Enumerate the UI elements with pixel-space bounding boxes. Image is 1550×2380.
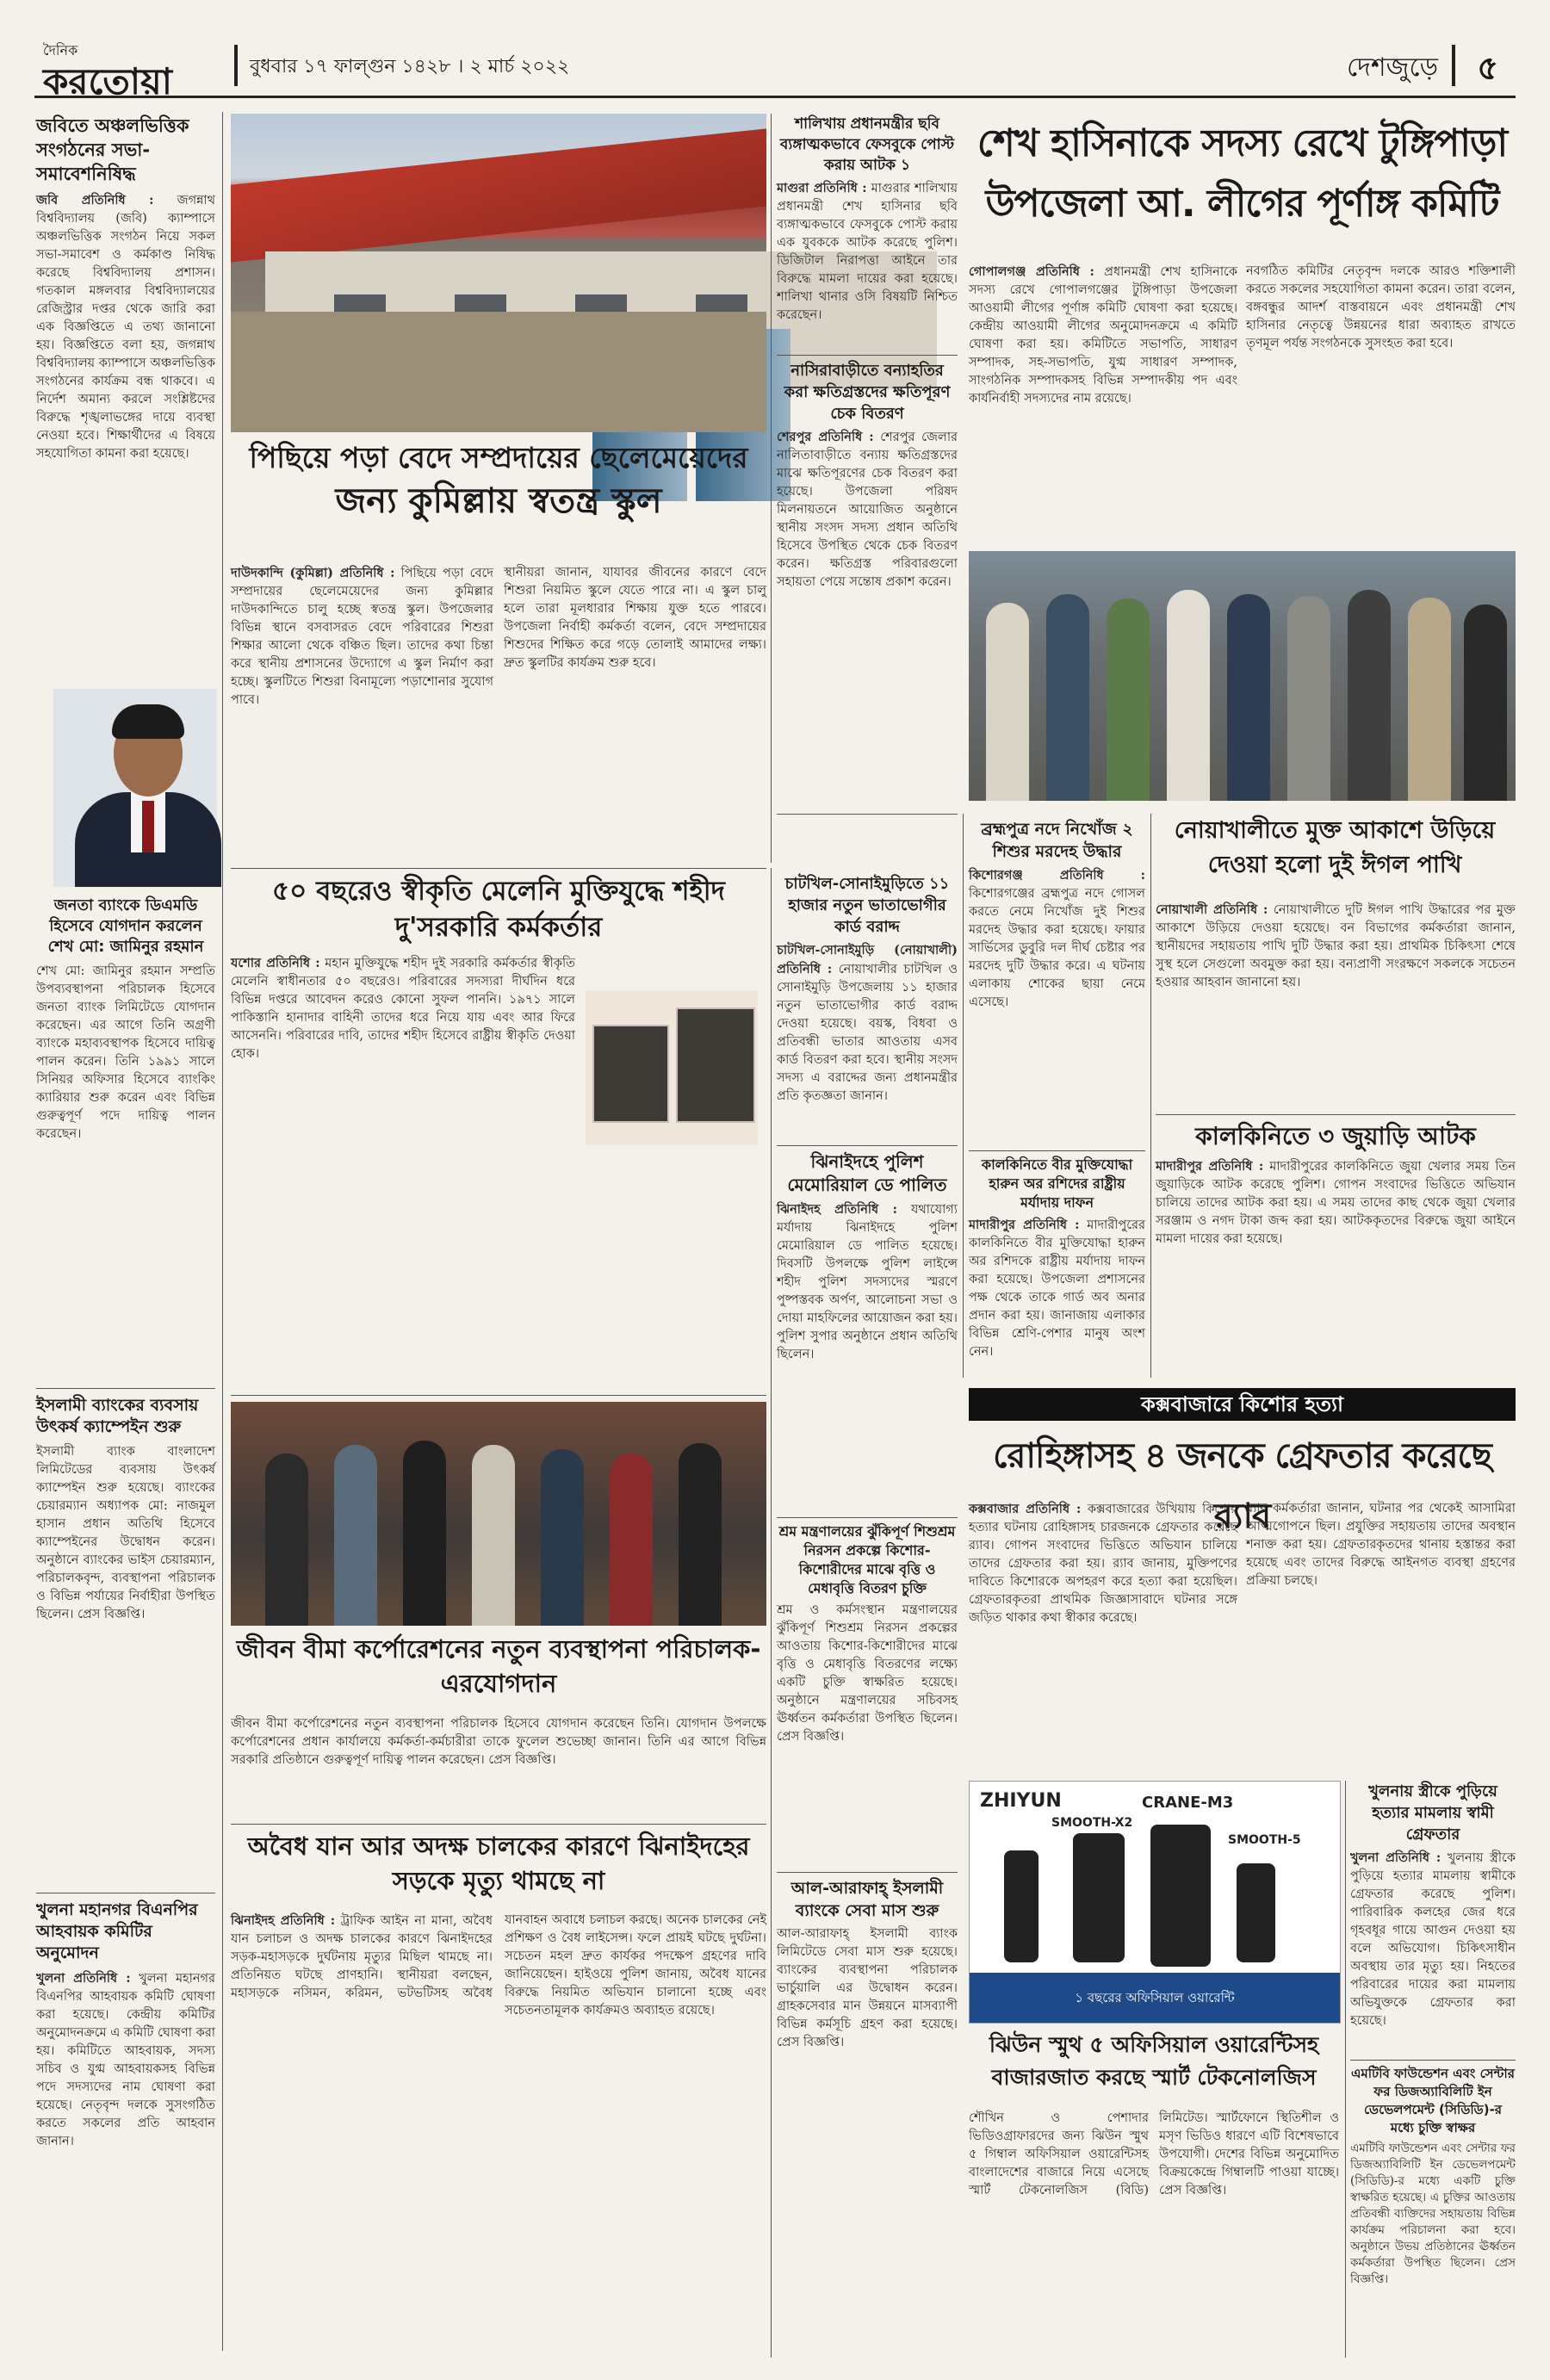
article-text: ইসলামী ব্যাংক বাংলাদেশ লিমিটেডের ব্যবসায় উৎকর্ষ ক্যাম্পেইন শুরু হয়েছে। ব্যাংকের চেয়ারম্যান অধ্যাপক মো: নাজমুল হাসান প্রধান অতিথি হিসেবে ক্যাম্পেইনের উদ্বোধন করেন। অনুষ্ঠানে ব্যাংকের ভাইস চেয়ারম্যান, পরিচালকবৃন্দ, ব্যবস্থাপনা পরিচালক ও বিভিন্ন পর্যায়ের নির্বাহীরা উপস্থিত ছিলেন। প্রেস বিজ্ঞপ্তি। [36, 1445, 215, 1621]
article-jibon [231, 1715, 766, 1819]
headline: জনতা ব্যাংকে ডিএমডি হিসেবে যোগদান করলেন শেখ মো: জামিনুর রহমান [47, 896, 204, 956]
school-construction-photo [231, 114, 766, 432]
article-text: জগন্নাথ বিশ্ববিদ্যালয় (জবি) ক্যাম্পাসে অঞ্চলভিত্তিক সংগঠন নিয়ে সকল সভা-সমাবেশ ও কর্মকাণ্ড নিষিদ্ধ করেছে বিশ্ববিদ্যালয় প্রশাসন। গতকাল মঙ্গলবার বিশ্ববিদ্যালয়ের রেজিস্ট্রার দপ্তর থেকে জারি করা এক বিজ্ঞপ্তিতে এ তথ্য জানানো হয়। বিজ্ঞপ্তিতে বলা হয়, জগন্নাথ বিশ্ববিদ্যালয় ক্যাম্পাসে অঞ্চলভিত্তিক সংগঠনের কার্যক্রম বন্ধ থাকবে। এ নির্দেশ অমান্য করলে সংশ্লিষ্টদের বিরুদ্ধে শৃঙ্খলাভঙ্গের দায়ে ব্যবস্থা নেওয়া হবে। শিক্ষার্থীদের এ বিষয়ে সহযোগিতা কামনা করা হয়েছে। [36, 194, 215, 461]
article-text: কিশোরগঞ্জের ব্রহ্মপুত্র নদে গোসল করতে নেমে নিখোঁজ দুই শিশুর মরদেহ উদ্ধার করা হয়েছে। ফায়ার সার্ভিসের ডুবুরি দল দীর্ঘ চেষ্টার পর মরদেহ দুটি উদ্ধার করে। এ ঘটনায় এলাকায় শোকের ছায়া নেমে এসেছে। [969, 887, 1145, 1009]
article-body [36, 1969, 215, 2151]
article-body [969, 1500, 1237, 1627]
byline: শেরপুর প্রতিনিধি : [777, 430, 874, 444]
article-islami-bank [36, 1395, 215, 1886]
byline: দাউদকান্দি (কুমিল্লা) প্রতিনিধি : [231, 566, 395, 580]
article-text: মহান মুক্তিযুদ্ধে শহীদ দুই সরকারি কর্মকর্তার স্বীকৃতি মেলেনি স্বাধীনতার ৫০ বছরেও। পরিবারের সদস্যরা দীর্ঘদিন ধরে বিভিন্ন দপ্তরে আবেদন করেও কোনো সুফল পাননি। ১৯৭১ সালে পাকিস্তানি হানাদার বাহিনী তাদের ধরে নিয়ে যায় এবং আর ফিরে আসেননি। পরিবারের দাবি, তাদের শহীদ হিসেবে রাষ্ট্রীয় স্বীকৃতি দেওয়া হোক। [231, 957, 575, 1061]
headline: শেখ হাসিনাকে সদস্য রেখে টুঙ্গিপাড়া [976, 121, 1508, 165]
byline: জবি প্রতিনিধি : [36, 193, 154, 208]
headline: ৫০ বছরেও স্বীকৃতি মেলেনি মুক্তিযুদ্ধে শহীদ দু'সরকারি কর্মকর্তার [272, 876, 725, 943]
article-tungipara-col1 [969, 263, 1237, 547]
article-text: মাগুরার শালিখায় প্রধানমন্ত্রী শেখ হাসিনার ছবি ব্যঙ্গাত্মকভাবে ফেসবুকে পোস্ট করায় এক যুবককে আটক করেছে পুলিশ। ডিজিটাল নিরাপত্তা আইনে তার বিরুদ্ধে মামলা দায়ের করা হয়েছে। শালিখা থানার ওসি বিষয়টি নিশ্চিত করেছেন। [777, 182, 958, 322]
column-rule [771, 114, 772, 863]
ad-product-2: CRANE-M3 [1142, 1794, 1234, 1812]
article-text: শেখ মো: জামিনুর রহমান সম্প্রতি উপব্যবস্থাপনা পরিচালক হিসেবে জনতা ব্যাংক লিমিটেডে যোগদান করেছেন। এর আগে তিনি অগ্রণী ব্যাংকে মহাব্যবস্থাপক হিসেবে দায়িত্ব পালন করেন। তিনি ১৯৯১ সালে সিনিয়র অফিসার হিসেবে ব্যাংকিং ক্যারিয়ার শুরু করেন এবং বিভিন্ন গুরুত্বপূর্ণ পদে দায়িত্ব পালন করেছেন। [36, 964, 215, 1141]
headline: কালকিনিতে ৩ জুয়াড়ি আটক [1195, 1122, 1476, 1150]
headline: ব্রহ্মপুত্র নদে নিখোঁজ ২ শিশুর মরদেহ উদ্ধার [981, 820, 1133, 861]
article-text: কক্সবাজারের উখিয়ায় কিশোর হত্যার ঘটনায় রোহিঙ্গাসহ চারজনকে গ্রেফতার করেছে র‍্যাব। গোপন সংবাদের ভিত্তিতে অভিযান চালিয়ে তাদের গ্রেফতার করা হয়। র‍্যাব জানায়, মুক্তিপণের দাবিতে কিশোরকে অপহরণ করে হত্যা করা হয়েছিল। গ্রেফতারকৃতরা প্রাথমিক জিজ্ঞাসাবাদে ঘটনার সঙ্গে জড়িত থাকার কথা স্বীকার করেছে। [969, 1503, 1238, 1625]
article-body [969, 866, 1145, 1012]
headline: জবিতে অঞ্চলভিত্তিক সংগঠনের সভা-সমাবেশনিষিদ্ধ [36, 115, 189, 184]
article-rule [777, 1872, 958, 1873]
column-rule [771, 868, 772, 2358]
article-school-col1 [231, 564, 493, 861]
article-kalkini-hero [969, 1156, 1145, 1378]
headline-jibon-block [231, 1632, 766, 1714]
portrait-photo [53, 689, 217, 887]
article-rab-col2 [1246, 1500, 1516, 1776]
article-body [969, 263, 1237, 408]
article-text: মাদারীপুরের কালকিনিতে বীর মুক্তিযোদ্ধা হারুন অর রশিদকে রাষ্ট্রীয় মর্যাদায় দাফন করা হয়েছে। উপজেলা প্রশাসনের পক্ষ থেকে তাকে গার্ড অব অনার প্রদান করা হয়। জানাজায় এলাকার বিভিন্ন শ্রেণি-পেশার মানুষ অংশ নেন। [969, 1218, 1146, 1359]
article-rule [1156, 1114, 1516, 1115]
issue-date: বুধবার ১৭ ফাল্গুন ১৪২৮ । ২ মার্চ ২০২২ [250, 56, 570, 77]
ad-product-1: SMOOTH-X2 [1051, 1816, 1133, 1830]
byline: গোপালগঞ্জ প্রতিনিধি : [969, 264, 1094, 279]
ad-warranty-strip: ১ বছরের অফিসিয়াল ওয়ারেন্টি [970, 1973, 1340, 2023]
article-eagle [1156, 901, 1516, 1107]
column-rule [1345, 1781, 1346, 2358]
headline: রোহিঙ্গাসহ ৪ জনকে গ্রেফতার করেছে র‍্যাব [993, 1436, 1491, 1536]
article-text: শৌখিন ও পেশাদার ভিডিওগ্রাফারদের জন্য ঝিউন স্মুথ ৫ গিম্বাল অফিসিয়াল ওয়ারেন্টিসহ বাংলাদেশের বাজারে নিয়ে এসেছে স্মার্ট টেকনোলজিস (বিডি) লিমিটেড। স্মার্টফোনে স্থিতিশীল ও মসৃণ ভিডিও ধারণে এটি বিশেষভাবে উপযোগী। দেশের বিভিন্ন অনুমোদিত বিক্রয়কেন্দ্রে গিম্বালটি পাওয়া যাচ্ছে। প্রেস বিজ্ঞপ্তি। [969, 2111, 1339, 2197]
headline: পিছিয়ে পড়া বেদে সম্প্রদায়ের ছেলেমেয়েদের [249, 441, 748, 474]
article-martyr [231, 954, 575, 1385]
headline-martyr-block [231, 873, 766, 951]
headline-zhiyun-block [969, 2029, 1339, 2106]
article-rule [777, 1517, 958, 1518]
headline: কালকিনিতে বীর মুক্তিযোদ্ধা হারুন অর রশিদের রাষ্ট্রীয় মর্যাদায় দাফন [981, 1156, 1133, 1211]
byline: কক্সবাজার প্রতিনিধি : [969, 1502, 1082, 1516]
article-rule [36, 1388, 215, 1389]
byline: ঝিনাইদহ প্রতিনিধি : [231, 1913, 336, 1928]
article-text: স্থানীয়রা জানান, যাযাবর জীবনের কারণে বেদে শিশুরা নিয়মিত স্কুলে যেতে পারে না। এ স্কুল চালু হলে তারা মূলধারার শিক্ষায় যুক্ত হতে পারবে। উপজেলা নির্বাহী কর্মকর্তা বলেন, বেদে সম্প্রদায়ের শিশুদের শিক্ষিত করে গড়ে তোলাই আমাদের লক্ষ্য। দ্রুত স্কুলটির কার্যক্রম শুরু হবে। [504, 566, 766, 670]
article-text: খুলনা মহানগর বিএনপির আহবায়ক কমিটি ঘোষণা করা হয়েছে। কেন্দ্রীয় কমিটির অনুমোদনক্রমে এ কমিটি ঘোষণা করা হয়। কমিটিতে আহবায়ক, সদস্য সচিব ও যুগ্ম আহবায়কসহ বিভিন্ন পদে সদস্যদের নাম ঘোষণা করা হয়েছে। নেতৃবৃন্দ দলকে সুসংগঠিত করতে সকলের প্রতি আহবান জানান। [36, 1972, 215, 2148]
article-road [231, 1912, 766, 2359]
masthead-divider [1452, 45, 1455, 86]
article-khulna-wife [1350, 1781, 1516, 2056]
article-mtb [1350, 2065, 1516, 2358]
byline: যশোর প্রতিনিধি : [231, 956, 320, 970]
article-khulna-bnp [36, 1900, 215, 2356]
article-text: শ্রম ও কর্মসংস্থান মন্ত্রণালয়ের ঝুঁকিপূর্ণ শিশুশ্রম নিরসন প্রকল্পের আওতায় কিশোর-কিশোরীদের মাঝে বৃত্তি ও মেধাবৃত্তি বিতরণের লক্ষ্যে একটি চুক্তি স্বাক্ষরিত হয়েছে। অনুষ্ঠানে মন্ত্রণালয়ের সচিবসহ ঊর্ধ্বতন কর্মকর্তারা উপস্থিত ছিলেন। প্রেস বিজ্ঞপ্তি। [777, 1603, 958, 1744]
headline: ঝিনাইদহে পুলিশ মেমোরিয়াল ডে পালিত [787, 1151, 947, 1195]
article-text: শেরপুর জেলার নালিতাবাড়ীতে বন্যায় ক্ষতিগ্রস্তদের মাঝে ক্ষতিপূরণের চেক বিতরণ করা হয়েছে। উপজেলা পরিষদ মিলনায়তনে আয়োজিত অনুষ্ঠানে স্থানীয় সংসদ সদস্য প্রধান অতিথি হিসেবে উপস্থিত থেকে চেক বিতরণ করেন। ক্ষতিগ্রস্ত পরিবারগুলো সহায়তা পেয়ে সন্তোষ প্রকাশ করেন। [777, 431, 958, 589]
byline: খুলনা প্রতিনিধি : [36, 1971, 131, 1986]
page-number: ৫ [1477, 49, 1498, 87]
article-body [777, 428, 958, 592]
article-brahmaputra [969, 818, 1145, 1145]
article-labour [777, 1522, 958, 1867]
article-rule [231, 868, 766, 869]
article-body [777, 179, 958, 325]
masthead [34, 36, 1516, 102]
logo-title: করতোয়া [43, 60, 172, 102]
headline-eagle-block [1154, 814, 1516, 896]
byline: মাদারীপুর প্রতিনিধি : [969, 1218, 1080, 1232]
headline: জীবন বীমা কর্পোরেশনের নতুন ব্যবস্থাপনা পরিচালক-এরযোগদান [236, 1634, 761, 1698]
byline: মাগুরা প্রতিনিধি : [777, 181, 867, 195]
article-text: খুলনায় স্ত্রীকে পুড়িয়ে হত্যার মামলায় স্বামীকে গ্রেফতার করেছে পুলিশ। পারিবারিক কলহের জের ধরে গৃহবধূর গায়ে আগুন দেওয়া হয় বলে অভিযোগ। চিকিৎসাধীন অবস্থায় তার মৃত্যু হয়। নিহতের পরিবারের দায়ের করা মামলায় অভিযুক্তকে গ্রেফতার করা হয়েছে। [1350, 1851, 1516, 2028]
article-rab-col1 [969, 1500, 1237, 1776]
article-body [1350, 1849, 1516, 2030]
article-rule [1350, 2060, 1516, 2061]
article-police [777, 1150, 958, 1512]
martyrs-portraits-photo [586, 990, 758, 1145]
headline: শ্রম মন্ত্রণালয়ের ঝুঁকিপূর্ণ শিশুশ্রম নিরসন প্রকল্পে কিশোর-কিশোরীদের মাঝে বৃত্তি ও মেধাবৃত্তি বিতরণ চুক্তি [778, 1523, 956, 1596]
headline: খুলনা মহানগর বিএনপির আহবায়ক কমিটির অনুমোদন [36, 1900, 198, 1962]
article-body [231, 954, 575, 1063]
article-text: জীবন বীমা কর্পোরেশনের নতুন ব্যবস্থাপনা পরিচালক হিসেবে যোগদান করেছেন তিনি। যোগদান উপলক্ষে কর্পোরেশনের প্রধান কার্যালয়ে কর্মকর্তা-কর্মচারীরা তাকে ফুলেল শুভেচ্ছা জানান। তিনি এর আগে বিভিন্ন সরকারি প্রতিষ্ঠানে গুরুত্বপূর্ণ দায়িত্ব পালন করেছেন। প্রেস বিজ্ঞপ্তি। [231, 1717, 766, 1767]
eagle-release-photo [969, 551, 1516, 801]
ad-brand: ZHIYUN [980, 1790, 1062, 1812]
gimbal-image [1150, 1825, 1211, 1967]
article-body [1156, 901, 1516, 992]
newspaper-logo [43, 40, 224, 102]
ad-product-3: SMOOTH-5 [1228, 1833, 1301, 1847]
logo-small-text: দৈনিক [43, 42, 78, 59]
article-body [1156, 1157, 1516, 1249]
article-rule [231, 1395, 766, 1396]
article-body [36, 191, 215, 463]
article-text: আল-আরাফাহ্ ইসলামী ব্যাংক লিমিটেডে সেবা মাস শুরু হয়েছে। ব্যাংকের ব্যবস্থাপনা পরিচালক ভার্চুয়ালি এর উদ্বোধন করেন। গ্রাহকসেবার মান উন্নয়নে মাসব্যাপী বিভিন্ন কর্মসূচি গ্রহণ করা হয়েছে। প্রেস বিজ্ঞপ্তি। [777, 1927, 958, 2049]
article-body [777, 941, 958, 1106]
headline-line-2: উপজেলা আ. লীগের পূর্ণাঙ্গ কমিটি [985, 182, 1499, 226]
headline-tungipara-block [969, 114, 1516, 260]
headline-line-2: জন্য কুমিল্লায় স্বতন্ত্র স্কুল [335, 481, 662, 521]
zhiyun-advertisement[interactable] [969, 1781, 1341, 2024]
gimbal-image [1237, 1863, 1275, 1962]
gimbal-image [1004, 1850, 1038, 1962]
headline: আল-আরাফাহ্ ইসলামী ব্যাংকে সেবা মাস শুরু [790, 1879, 944, 1920]
headline: খুলনায় স্ত্রীকে পুড়িয়ে হত্যার মামলায় স্বামী গ্রেফতার [1368, 1782, 1497, 1844]
gimbal-image [1073, 1833, 1125, 1962]
article-text: পিছিয়ে পড়া বেদে সম্প্রদায়ের ছেলেমেয়েদের জন্য কুমিল্লার দাউদকান্দিতে চালু হচ্ছে স্বতন্ত্র স্কুল। উপজেলার বিভিন্ন স্থানে বসবাসরত বেদে পরিবারের শিশুরা শিক্ষার আলো থেকে বঞ্চিত ছিল। তাদের কথা চিন্তা করে স্থানীয় প্রশাসনের উদ্যোগে এ স্কুল নির্মাণ করা হচ্ছে। স্কুলটিতে শিশুরা বিনামূল্যে পড়াশোনার সুযোগ পাবে। [231, 567, 493, 707]
article-chatkhil [777, 873, 958, 1140]
masthead-divider [234, 45, 238, 86]
article-kalkini-gamblers [1156, 1119, 1516, 1378]
section-banner: কক্সবাজারে কিশোর হত্যা [969, 1388, 1516, 1421]
headline: নোয়াখালীতে মুক্ত আকাশে উড়িয়ে দেওয়া হলো দুই ঈগল পাখি [1174, 817, 1496, 878]
article-tungipara-col2 [1246, 263, 1516, 547]
article-text: নোয়াখালীতে দুটি ঈগল পাখি উদ্ধারের পর মুক্ত আকাশে উড়িয়ে দেওয়া হয়েছে। বন বিভাগের কর্মকর্তারা জানান, স্থানীয়দের সহায়তায় পাখি দুটি উদ্ধার করা হয়। প্রাথমিক চিকিৎসা শেষে সুস্থ হলে সেগুলো অবমুক্ত করা হয়। বন্যপ্রাণী সংরক্ষণে সকলকে সচেতন হওয়ার আহবান জানানো হয়। [1156, 903, 1516, 989]
article-shalikha [777, 114, 958, 381]
article-text: নোয়াখালীর চাটখিল ও সোনাইমুড়ি উপজেলায় ১১ হাজার নতুন ভাতাভোগীর কার্ড বরাদ্দ দেওয়া হয়েছে। বয়স্ক, বিধবা ও প্রতিবন্ধী ভাতার আওতায় এসব কার্ড বিতরণ করা হবে। স্থানীয় সংসদ সদস্য এ বরাদ্দের জন্য প্রধানমন্ত্রীর প্রতি কৃতজ্ঞতা জানান। [777, 963, 958, 1103]
article-rule [777, 814, 958, 815]
article-rule [969, 1150, 1145, 1151]
article-rule [231, 1824, 766, 1825]
headline: এমটিবি ফাউন্ডেশন এবং সেন্টার ফর ডিজঅ্যাবিলিটি ইন ডেভেলপমেন্ট (সিডিডি)-র মধ্যে চুক্তি স্বাক্ষর [1351, 2066, 1515, 2135]
column-rule [963, 814, 964, 1378]
article-text: এমটিবি ফাউন্ডেশন এবং সেন্টার ফর ডিজঅ্যাবিলিটি ইন ডেভেলপমেন্ট (সিডিডি)-র মধ্যে একটি চুক্তি স্বাক্ষরিত হয়েছে। এ চুক্তির আওতায় প্রতিবন্ধী ব্যক্তিদের সহায়তায় বিভিন্ন কার্যক্রম পরিচালনা করা হবে। অনুষ্ঠানে উভয় প্রতিষ্ঠানের ঊর্ধ্বতন কর্মকর্তারা উপস্থিত ছিলেন। প্রেস বিজ্ঞপ্তি। [1350, 2141, 1516, 2286]
article-text: র‍্যাব কর্মকর্তারা জানান, ঘটনার পর থেকেই আসামিরা আত্মগোপনে ছিল। প্রযুক্তির সহায়তায় তাদের অবস্থান শনাক্ত করা হয়। গ্রেফতারকৃতদের থানায় হস্তান্তর করা হয়েছে এবং তাদের বিরুদ্ধে আইনগত ব্যবস্থা গ্রহণের প্রক্রিয়া চলছে। [1246, 1502, 1516, 1588]
article-body [777, 1200, 958, 1364]
column-rule [222, 112, 223, 2351]
headline: শালিখায় প্রধানমন্ত্রীর ছবি ব্যঙ্গাত্মকভাবে ফেসবুকে পোস্ট করায় আটক ১ [779, 115, 955, 174]
column-rule [1150, 814, 1151, 1378]
article-text: মাদারীপুরের কালকিনিতে জুয়া খেলার সময় তিন জুয়াড়িকে আটক করেছে পুলিশ। গোপন সংবাদের ভিত্তিতে অভিযান চালিয়ে তাদের আটক করা হয়। এ সময় তাদের কাছ থেকে জুয়া খেলার সরঞ্জাম ও নগদ টাকা জব্দ করা হয়। আটককৃতদের বিরুদ্ধে জুয়া আইনে মামলা দায়ের করা হয়েছে। [1156, 1160, 1516, 1246]
byline: খুলনা প্রতিনিধি : [1350, 1850, 1442, 1865]
article-rule [777, 355, 958, 356]
article-text: নবগঠিত কমিটির নেতৃবৃন্দ দলকে আরও শক্তিশালী করতে সকলের সহযোগিতা কামনা করেন। তারা বলেন, বঙ্গবন্ধুর আদর্শ বাস্তবায়নে এবং প্রধানমন্ত্রী শেখ হাসিনার নেতৃত্বে উন্নয়নের ধারা অব্যাহত রাখতে তৃণমূল পর্যন্ত সংগঠনকে সুসংহত করা হবে। [1246, 264, 1516, 350]
article-text: যথাযোগ্য মর্যাদায় ঝিনাইদহে পুলিশ মেমোরিয়াল ডে পালিত হয়েছে। দিবসটি উপলক্ষে পুলিশ লাইন্সে শহীদ পুলিশ সদস্যদের স্মরণে পুষ্পস্তবক অর্পণ, আলোচনা সভা ও দোয়া মাহফিলের আয়োজন করা হয়। পুলিশ সুপার অনুষ্ঠানে প্রধান অতিথি ছিলেন। [777, 1203, 958, 1361]
officials-handover-photo [231, 1402, 766, 1626]
headline-school-block [231, 439, 766, 560]
article-text: প্রধানমন্ত্রী শেখ হাসিনাকে সদস্য রেখে গোপালগঞ্জের টুঙ্গিপাড়া উপজেলা আওয়ামী লীগের পূর্ণাঙ্গ কমিটি ঘোষণা করা হয়েছে। কেন্দ্রীয় আওয়ামী লীগের অনুমোদনক্রমে এ কমিটি ঘোষণা করা হয়। কমিটিতে সভাপতি, সাধারণ সম্পাদক, সহ-সভাপতি, যুগ্ম সাধারণ সম্পাদক, সাংগঠনিক সম্পাদকসহ বিভিন্ন সম্পাদকীয় পদ এবং কার্যনির্বাহী সদস্যদের নাম রয়েছে। [969, 265, 1238, 406]
article-text: ট্রাফিক আইন না মানা, অবৈধ যান চলাচল ও অদক্ষ চালকের কারণে ঝিনাইদহের সড়ক-মহাসড়কে দুর্ঘটনায় মৃত্যুর মিছিল থামছে না। প্রতিনিয়ত ঘটছে প্রাণহানি। স্থানীয়রা বলছেন, মহাসড়কে নসিমন, করিমন, ভটভটিসহ অবৈধ যানবাহন অবাধে চলাচল করছে। অনেক চালকের নেই প্রশিক্ষণ ও বৈধ লাইসেন্স। ফলে প্রায়ই ঘটছে দুর্ঘটনা। সচেতন মহল দ্রুত কার্যকর পদক্ষেপ গ্রহণের দাবি জানিয়েছেন। হাইওয়ে পুলিশ জানায়, অবৈধ যানের বিরুদ্ধে নিয়মিত অভিযান চালানো হচ্ছে এবং সচেতনতামূলক কার্যক্রমও অব্যাহত রয়েছে। [231, 1913, 766, 2017]
article-janata-bank [36, 896, 215, 1378]
article-alarafah [777, 1877, 958, 2359]
article-nalitabari [777, 360, 958, 808]
article-zhiyun [969, 2110, 1339, 2359]
byline: নোয়াখালী প্রতিনিধি : [1156, 902, 1268, 917]
headline: ঝিউন স্মুথ ৫ অফিসিয়াল ওয়ারেন্টিসহ বাজারজাত করছে স্মার্ট টেকনোলজিস [989, 2032, 1319, 2090]
headline: নাসিরাবাড়ীতে বন্যাহতির করা ক্ষতিগ্রস্তদের ক্ষতিপূরণ চেক বিতরণ [784, 362, 951, 423]
article-school-col2 [504, 564, 766, 861]
article-body [969, 1216, 1145, 1361]
headline: অবৈধ যান আর অদক্ষ চালকের কারণে ঝিনাইদহের সড়কে মৃত্যু থামছে না [247, 1831, 750, 1895]
article-jobi [36, 114, 215, 665]
article-body [231, 564, 493, 710]
byline: কিশোরগঞ্জ প্রতিনিধি : [969, 868, 1145, 883]
byline: ঝিনাইদহ প্রতিনিধি : [777, 1202, 897, 1217]
byline: চাটখিল-সোনাইমুড়ি (নোয়াখালী) প্রতিনিধি : [777, 943, 958, 976]
article-rule [777, 1145, 958, 1146]
headline-road-block [231, 1829, 766, 1908]
headline: ইসলামী ব্যাংকের ব্যবসায় উৎকর্ষ ক্যাম্পেইন শুরু [36, 1396, 199, 1436]
section-name: দেশজুড়ে [1347, 53, 1438, 83]
headline: চাটখিল-সোনাইমুড়িতে ১১ হাজার নতুন ভাতাভোগীর কার্ড বরাদ্দ [784, 875, 950, 936]
article-body [231, 1912, 766, 2020]
byline: মাদারীপুর প্রতিনিধি : [1156, 1159, 1264, 1174]
